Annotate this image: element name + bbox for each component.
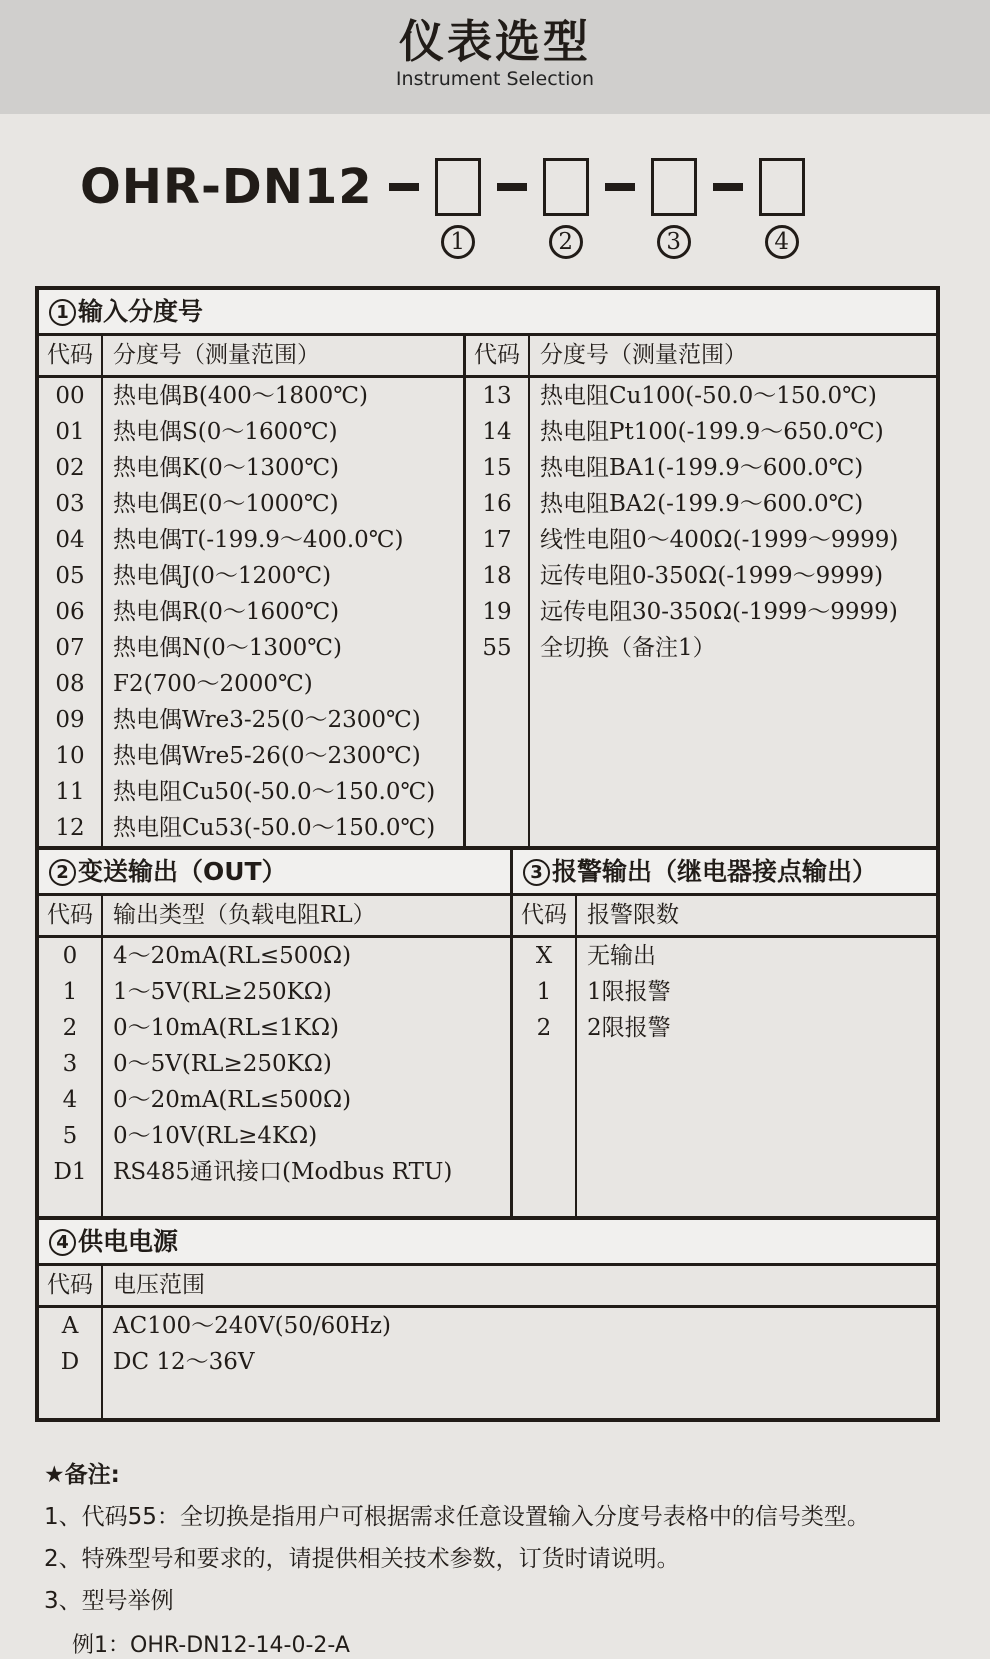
section4-title: 供电电源: [78, 1227, 179, 1256]
desc-column: [103, 938, 510, 1216]
code-cell: X: [535, 943, 553, 969]
code-cell: 05: [55, 563, 85, 589]
code-cell: 02: [55, 455, 85, 481]
desc-column: [577, 938, 936, 1216]
model-position-3: [651, 158, 697, 259]
code-cell: 3: [62, 1051, 78, 1077]
model-box-2: [543, 158, 589, 216]
code-column: [513, 938, 577, 1216]
desc-column-left: [103, 378, 466, 846]
desc-cell: F2(700～2000℃): [113, 671, 313, 697]
code-cell: 16: [482, 491, 512, 517]
section2-number-badge: 2: [49, 859, 76, 886]
desc-cell: 4～20mA(RL≤500Ω): [113, 943, 352, 969]
section4-column-headers: [39, 1266, 936, 1308]
remark-item-2: 2、特殊型号和要求的，请提供相关技术参数，订货时请说明。: [44, 1546, 680, 1572]
desc-cell: 远传电阻30-350Ω(-1999～9999): [540, 599, 898, 625]
code-column-right: [466, 378, 530, 846]
col-header-desc: 输出类型（负载电阻RL）: [113, 902, 376, 928]
desc-cell: 远传电阻0-350Ω(-1999～9999): [540, 563, 884, 589]
code-cell: 18: [482, 563, 512, 589]
code-cell: 1: [536, 979, 552, 1005]
page-title: 仪表选型: [398, 15, 591, 68]
code-cell: 15: [482, 455, 512, 481]
col-header-code: 代码: [39, 896, 103, 935]
desc-cell: 无输出: [587, 943, 656, 969]
section3-body: [513, 938, 936, 1216]
code-cell: 11: [55, 779, 85, 805]
section4-body: [39, 1308, 936, 1418]
col-header-desc: 电压范围: [113, 1272, 205, 1298]
code-column: [39, 1308, 103, 1418]
code-cell: 06: [55, 599, 85, 625]
code-cell: 17: [482, 527, 512, 553]
desc-cell: 0～10V(RL≥4KΩ): [113, 1123, 318, 1149]
desc-cell: 热电偶N(0～1300℃): [113, 635, 342, 661]
section2-title: 变送输出（OUT）: [78, 857, 287, 886]
desc-column: [103, 1308, 936, 1418]
code-cell: 07: [55, 635, 85, 661]
remark-item-3: 3、型号举例: [44, 1588, 174, 1614]
section2-column-headers: [39, 896, 510, 938]
code-cell: 19: [482, 599, 512, 625]
alarm-output-table: [513, 850, 936, 1216]
section3-column-headers: [513, 896, 936, 938]
desc-cell: 0～20mA(RL≤500Ω): [113, 1087, 352, 1113]
desc-cell: 热电偶Wre5-26(0～2300℃): [113, 743, 421, 769]
code-column-left: [39, 378, 103, 846]
desc-cell: 1限报警: [587, 979, 671, 1005]
output-alarm-block: [35, 850, 940, 1220]
col-header-code: 代码: [466, 336, 530, 375]
section4-title-bar: [39, 1220, 936, 1266]
code-cell: 09: [55, 707, 85, 733]
code-cell: 13: [482, 383, 512, 409]
section1-title-bar: [39, 290, 936, 336]
section4-number-badge: 4: [49, 1229, 76, 1256]
code-cell: 5: [62, 1123, 78, 1149]
code-cell: D1: [53, 1159, 87, 1185]
section1-title: 输入分度号: [78, 297, 204, 326]
dash-separator: [605, 183, 635, 191]
code-cell: 1: [62, 979, 78, 1005]
desc-cell: 热电阻Cu50(-50.0～150.0℃): [113, 779, 436, 805]
position-4-badge: 4: [765, 225, 799, 259]
page-subtitle: Instrument Selection: [395, 68, 595, 90]
code-cell: 04: [55, 527, 85, 553]
model-prefix: OHR-DN12: [80, 159, 373, 215]
col-header-code: 代码: [39, 1266, 103, 1305]
desc-cell: 0～5V(RL≥250KΩ): [113, 1051, 332, 1077]
section1-column-headers: [39, 336, 936, 378]
desc-cell: 0～10mA(RL≤1KΩ): [113, 1015, 340, 1041]
dash-separator: [389, 183, 419, 191]
position-3-badge: 3: [657, 225, 691, 259]
remarks-section: [44, 1456, 960, 1659]
desc-cell: DC 12～36V: [113, 1349, 255, 1375]
model-box-1: [435, 158, 481, 216]
desc-cell: 热电偶Wre3-25(0～2300℃): [113, 707, 421, 733]
code-cell: 4: [62, 1087, 78, 1113]
code-cell: 10: [55, 743, 85, 769]
desc-cell: 2限报警: [587, 1015, 671, 1041]
desc-cell: 热电阻Cu53(-50.0～150.0℃): [113, 815, 436, 841]
col-header-desc: 分度号（测量范围）: [540, 342, 747, 368]
desc-cell: 热电偶E(0～1000℃): [113, 491, 339, 517]
input-division-table: [35, 286, 940, 850]
desc-cell: 热电阻Pt100(-199.9～650.0℃): [540, 419, 884, 445]
desc-cell: 线性电阻0～400Ω(-1999～9999): [540, 527, 899, 553]
model-position-4: [759, 158, 805, 259]
dash-separator: [713, 183, 743, 191]
code-cell: 0: [62, 943, 78, 969]
col-header-code: 代码: [39, 336, 103, 375]
model-example: 例1：OHR-DN12-14-0-2-A: [72, 1633, 350, 1658]
desc-cell: 热电偶B(400～1800℃): [113, 383, 369, 409]
desc-cell: 热电阻BA2(-199.9～600.0℃): [540, 491, 864, 517]
code-cell: 08: [55, 671, 85, 697]
dash-separator: [497, 183, 527, 191]
desc-cell: 热电偶T(-199.9～400.0℃): [113, 527, 404, 553]
model-box-4: [759, 158, 805, 216]
code-cell: 01: [55, 419, 85, 445]
model-box-3: [651, 158, 697, 216]
section1-number-badge: 1: [49, 299, 76, 326]
selection-tables: [35, 286, 940, 1422]
page-banner: [0, 0, 990, 114]
desc-cell: 全切换（备注1）: [540, 635, 716, 661]
section2-body: [39, 938, 510, 1216]
model-position-1: [435, 158, 481, 259]
code-cell: 12: [55, 815, 85, 841]
section3-title: 报警输出（继电器接点输出）: [552, 857, 878, 886]
code-cell: 2: [536, 1015, 552, 1041]
section2-title-bar: [39, 850, 510, 896]
code-cell: D: [60, 1349, 80, 1375]
code-column: [39, 938, 103, 1216]
code-cell: 03: [55, 491, 85, 517]
desc-cell: 热电偶S(0～1600℃): [113, 419, 338, 445]
code-cell: 55: [482, 635, 512, 661]
desc-cell: 热电偶R(0～1600℃): [113, 599, 340, 625]
model-code-diagram: [80, 158, 990, 264]
code-cell: A: [61, 1313, 79, 1339]
section1-body: [39, 378, 936, 846]
section3-title-bar: [513, 850, 936, 896]
model-position-2: [543, 158, 589, 259]
position-1-badge: 1: [441, 225, 475, 259]
desc-column-right: [530, 378, 936, 846]
code-cell: 2: [62, 1015, 78, 1041]
desc-cell: 热电偶K(0～1300℃): [113, 455, 340, 481]
col-header-desc: 分度号（测量范围）: [103, 336, 466, 375]
col-header-desc: 报警限数: [587, 902, 679, 928]
section3-number-badge: 3: [523, 859, 550, 886]
transmit-output-table: [39, 850, 513, 1216]
desc-cell: RS485通讯接口(Modbus RTU): [113, 1159, 453, 1185]
desc-cell: 热电阻BA1(-199.9～600.0℃): [540, 455, 864, 481]
power-supply-table: [35, 1220, 940, 1422]
desc-cell: 热电偶J(0～1200℃): [113, 563, 332, 589]
code-cell: 14: [482, 419, 512, 445]
position-2-badge: 2: [549, 225, 583, 259]
desc-cell: AC100～240V(50/60Hz): [113, 1313, 392, 1339]
desc-cell: 热电阻Cu100(-50.0～150.0℃): [540, 383, 877, 409]
desc-cell: 1～5V(RL≥250KΩ): [113, 979, 332, 1005]
code-cell: 00: [55, 383, 85, 409]
remark-item-1: 1、代码55：全切换是指用户可根据需求任意设置输入分度号表格中的信号类型。: [44, 1504, 870, 1530]
remarks-title: ★备注:: [44, 1462, 120, 1488]
col-header-code: 代码: [513, 896, 577, 935]
